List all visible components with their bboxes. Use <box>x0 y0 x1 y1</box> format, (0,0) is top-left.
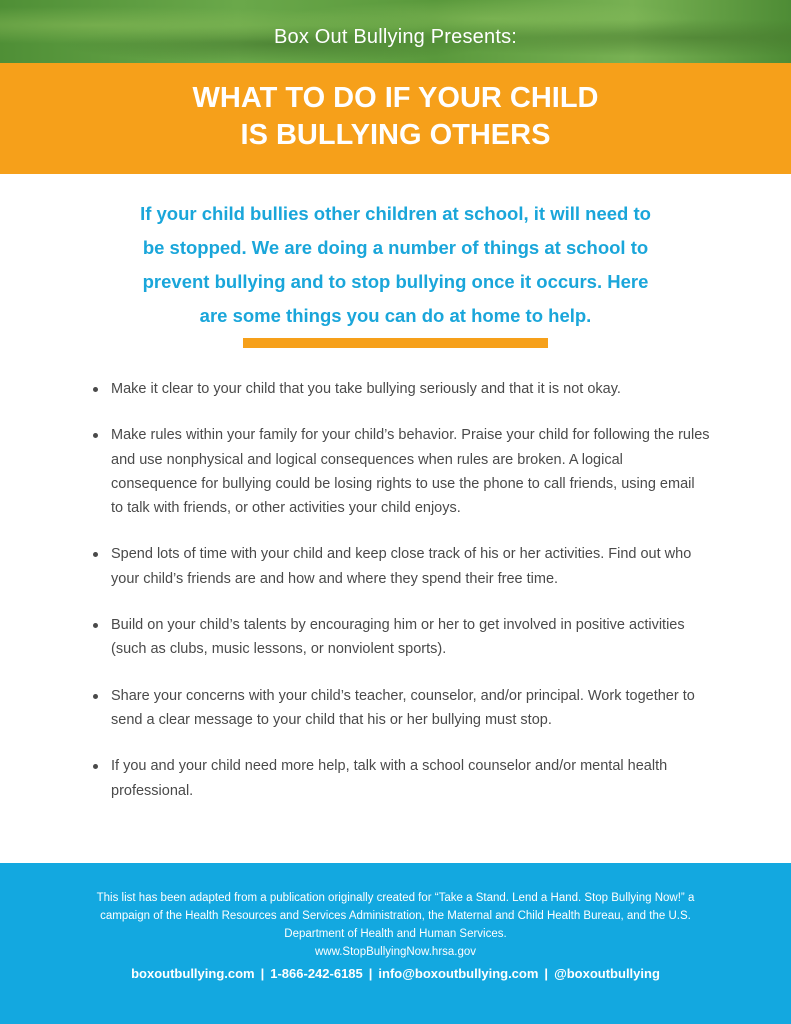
tips-list <box>90 377 710 825</box>
bullet-dot-icon <box>93 387 98 392</box>
intro-line-1: If your child bullies other children at school, it will need to <box>140 203 651 224</box>
separator: | <box>260 966 265 981</box>
title-line-2: IS BULLYING OTHERS <box>240 119 551 151</box>
list-item-text: Share your concerns with your child’s teacher, counselor, and/or principal. Work together to send a clear message to your child that his or her bullying must stop. <box>111 687 695 728</box>
separator: | <box>368 966 373 981</box>
page-title <box>0 80 791 154</box>
orange-divider <box>243 338 548 348</box>
social-handle-link[interactable]: @boxoutbullying <box>554 966 660 981</box>
bullet-dot-icon <box>93 623 98 628</box>
list-item <box>90 613 710 662</box>
bullet-dot-icon <box>93 433 98 438</box>
email-link[interactable]: info@boxoutbullying.com <box>378 966 539 981</box>
footer-attribution <box>85 889 706 961</box>
phone-link[interactable]: 1-866-242-6185 <box>270 966 363 981</box>
list-item <box>90 684 710 733</box>
attribution-url[interactable]: www.StopBullyingNow.hrsa.gov <box>314 946 477 958</box>
list-item <box>90 542 710 591</box>
list-item-text: Spend lots of time with your child and keep close track of his or her activities. Find out who your child’s friends are and how and where they spend their free time. <box>111 546 692 587</box>
intro-line-3: prevent bullying and to stop bullying once it occurs. Here <box>142 271 649 292</box>
title-line-1: WHAT TO DO IF YOUR CHILD <box>192 82 599 114</box>
bullet-dot-icon <box>93 694 98 699</box>
list-item-text: If you and your child need more help, talk with a school counselor and/or mental health professional. <box>111 758 668 799</box>
website-link[interactable]: boxoutbullying.com <box>131 966 255 981</box>
intro-line-4: are some things you can do at home to help. <box>199 305 592 326</box>
list-item <box>90 754 710 803</box>
intro-line-2: be stopped. We are doing a number of things at school to <box>142 237 649 258</box>
list-item <box>90 377 710 401</box>
attribution-text: This list has been adapted from a publication originally created for “Take a Stand. Lend a Hand. Stop Bullying Now!” a campaign of the Health Resources and Services Administration, the Maternal and Child Health Bureau, and the U.S. Department of Health and Human Services. <box>96 892 695 940</box>
list-item-text: Make rules within your family for your child’s behavior. Praise your child for following the rules and use nonphysical and logical consequences when rules are broken. A logical consequence for bullying could be losing rights to use the phone to call friends, using email to talk with friends, or other activities your child enjoys. <box>111 427 710 517</box>
list-item-text: Make it clear to your child that you take bullying seriously and that it is not okay. <box>111 381 621 397</box>
list-item <box>90 423 710 520</box>
contact-bar <box>0 966 791 981</box>
bullet-dot-icon <box>93 764 98 769</box>
list-item-text: Build on your child’s talents by encouraging him or her to get involved in positive activities (such as clubs, music lessons, or nonviolent sports). <box>111 617 685 658</box>
intro-paragraph <box>95 197 696 333</box>
bullet-dot-icon <box>93 552 98 557</box>
separator: | <box>544 966 549 981</box>
presents-label: Box Out Bullying Presents: <box>273 26 518 48</box>
